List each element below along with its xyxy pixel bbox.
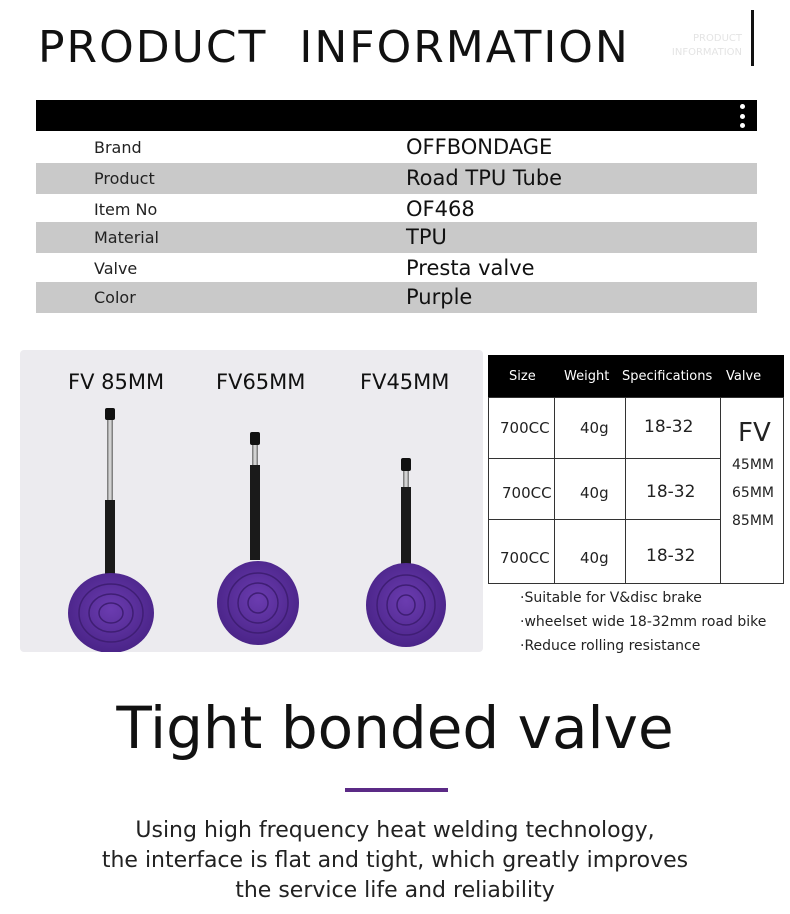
cell-size: 700CC xyxy=(500,549,550,567)
valve-size: 65MM xyxy=(732,485,774,501)
column-header: Specifications xyxy=(622,369,713,384)
spec-label: Brand xyxy=(94,138,142,157)
product-photo xyxy=(20,350,483,652)
cell-spec: 18-32 xyxy=(646,482,696,502)
spec-value: TPU xyxy=(406,225,447,249)
spec-label: Product xyxy=(94,169,155,188)
feature-title: Tight bonded valve xyxy=(116,694,674,762)
table-border xyxy=(488,397,784,398)
table-border xyxy=(783,397,784,584)
accent-divider xyxy=(345,788,448,792)
feature-description-line: the service life and reliability xyxy=(235,878,555,903)
spec-value: OF468 xyxy=(406,197,475,221)
feature-description-line: Using high frequency heat welding technology, xyxy=(135,818,655,843)
spec-label: Color xyxy=(94,288,136,307)
spec-row-product xyxy=(36,163,757,194)
table-border xyxy=(720,397,721,584)
tube-label: FV 85MM xyxy=(68,370,165,394)
spec-row-brand xyxy=(36,132,757,163)
tube-label: FV45MM xyxy=(360,370,450,394)
watermark-line-1: PRODUCT xyxy=(693,33,742,44)
watermark-line-2: INFORMATION xyxy=(671,47,742,58)
table-border xyxy=(488,458,720,459)
table-border xyxy=(554,397,555,584)
spec-label: Material xyxy=(94,228,159,247)
cell-weight: 40g xyxy=(580,419,609,437)
feature-bullet: ·Suitable for V&disc brake xyxy=(520,590,702,606)
header-watermark xyxy=(672,32,742,60)
cell-weight: 40g xyxy=(580,549,609,567)
cell-spec: 18-32 xyxy=(644,417,694,437)
spec-value: Purple xyxy=(406,285,473,309)
feature-bullet: ·wheelset wide 18-32mm road bike xyxy=(520,614,767,630)
feature-description-line: the interface is flat and tight, which greatly improves xyxy=(101,848,689,873)
tube-85mm xyxy=(68,408,154,652)
spec-row-item-no xyxy=(36,194,757,225)
table-border xyxy=(488,519,720,520)
size-table xyxy=(488,355,784,584)
tube-label: FV65MM xyxy=(216,370,306,394)
column-header: Valve xyxy=(726,369,762,384)
inner-tubes-illustration xyxy=(20,350,483,652)
table-border xyxy=(625,397,626,584)
table-border xyxy=(488,583,784,584)
spec-value: OFFBONDAGE xyxy=(406,135,553,159)
header-divider xyxy=(751,10,754,66)
page-title: PRODUCT INFORMATION xyxy=(38,22,630,73)
valve-size: 45MM xyxy=(732,457,774,473)
column-header: Weight xyxy=(564,369,610,384)
spec-value: Road TPU Tube xyxy=(406,166,563,190)
feature-bullet: ·Reduce rolling resistance xyxy=(520,638,701,654)
more-options-icon[interactable] xyxy=(739,104,745,128)
spec-value: Presta valve xyxy=(406,256,535,280)
spec-row-valve xyxy=(36,253,757,284)
valve-type: FV xyxy=(738,418,771,448)
cell-weight: 40g xyxy=(580,484,609,502)
spec-row-color xyxy=(36,282,757,313)
valve-size: 85MM xyxy=(732,513,774,529)
cell-size: 700CC xyxy=(502,484,552,502)
tube-45mm xyxy=(366,458,446,647)
spec-row-material xyxy=(36,222,757,253)
spec-label: Item No xyxy=(94,200,158,219)
spec-label: Valve xyxy=(94,259,138,278)
column-header: Size xyxy=(509,369,536,384)
table-border xyxy=(488,397,489,584)
cell-size: 700CC xyxy=(500,419,550,437)
spec-table-header xyxy=(36,100,757,131)
size-table-header xyxy=(488,355,784,397)
tube-65mm xyxy=(217,432,299,645)
cell-spec: 18-32 xyxy=(646,546,696,566)
